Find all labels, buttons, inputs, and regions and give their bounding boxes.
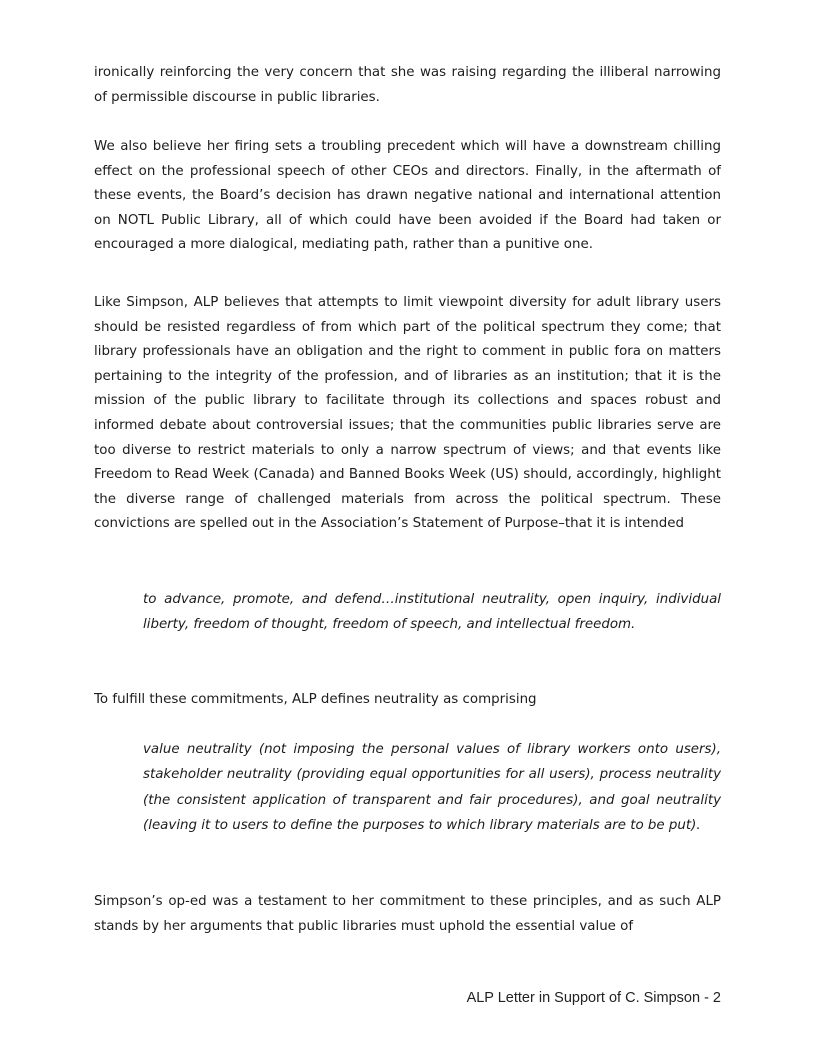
paragraph-op-ed-testament: Simpson’s op-ed was a testament to her commitment to these principles, and as such ALP stands by her arguments that public libraries must uphold the essential value of <box>94 894 721 934</box>
paragraph-neutrality-intro: To fulfill these commitments, ALP defines neutrality as comprising <box>94 692 537 707</box>
page-footer: ALP Letter in Support of C. Simpson - 2 <box>466 990 721 1006</box>
paragraph-alp-beliefs: Like Simpson, ALP believes that attempts to limit viewpoint diversity for adult library users should be resisted regardless of from which part of the political spectrum they come; that library professionals have an obligation and the right to comment in public fora on matters pertaining to the integrity of the profession, and of libraries as an institution; that it is the mission of the public library to facilitate through its collections and spaces robust and informed debate about controversial issues; that the communities public libraries serve are too diverse to restrict materials to only a narrow spectrum of views; and that events like Freedom to Read Week (Canada) and Banned Books Week (US) should, accordingly, highlight the diverse range of challenged materials from across the political spectrum. These convictions are spelled out in the Association’s Statement of Purpose–that it is intended <box>94 295 721 532</box>
paragraph-continuation: ironically reinforcing the very concern that she was raising regarding the illiberal narrowing of permissible discourse in public libraries. <box>94 65 721 105</box>
paragraph-firing-precedent: We also believe her firing sets a troubling precedent which will have a downstream chilling effect on the professional speech of other CEOs and directors. Finally, in the aftermath of these events, the Board’s decision has drawn negative national and international attention on NOTL Public Library, all of which could have been avoided if the Board had taken or encouraged a more dialogical, mediating path, rather than a punitive one. <box>94 139 721 253</box>
block-quote-statement-of-purpose: to advance, promote, and defend…institutional neutrality, open inquiry, individual liberty, freedom of thought, freedom of speech, and intellectual freedom. <box>143 592 721 633</box>
block-quote-neutrality-definition: value neutrality (not imposing the personal values of library workers onto users), stakeholder neutrality (providing equal opportunities for all users), process neutrality (the consistent application of transparent and fair procedures), and goal neutrality (leaving it to users to define the purposes to which library materials are to be put). <box>143 742 721 834</box>
